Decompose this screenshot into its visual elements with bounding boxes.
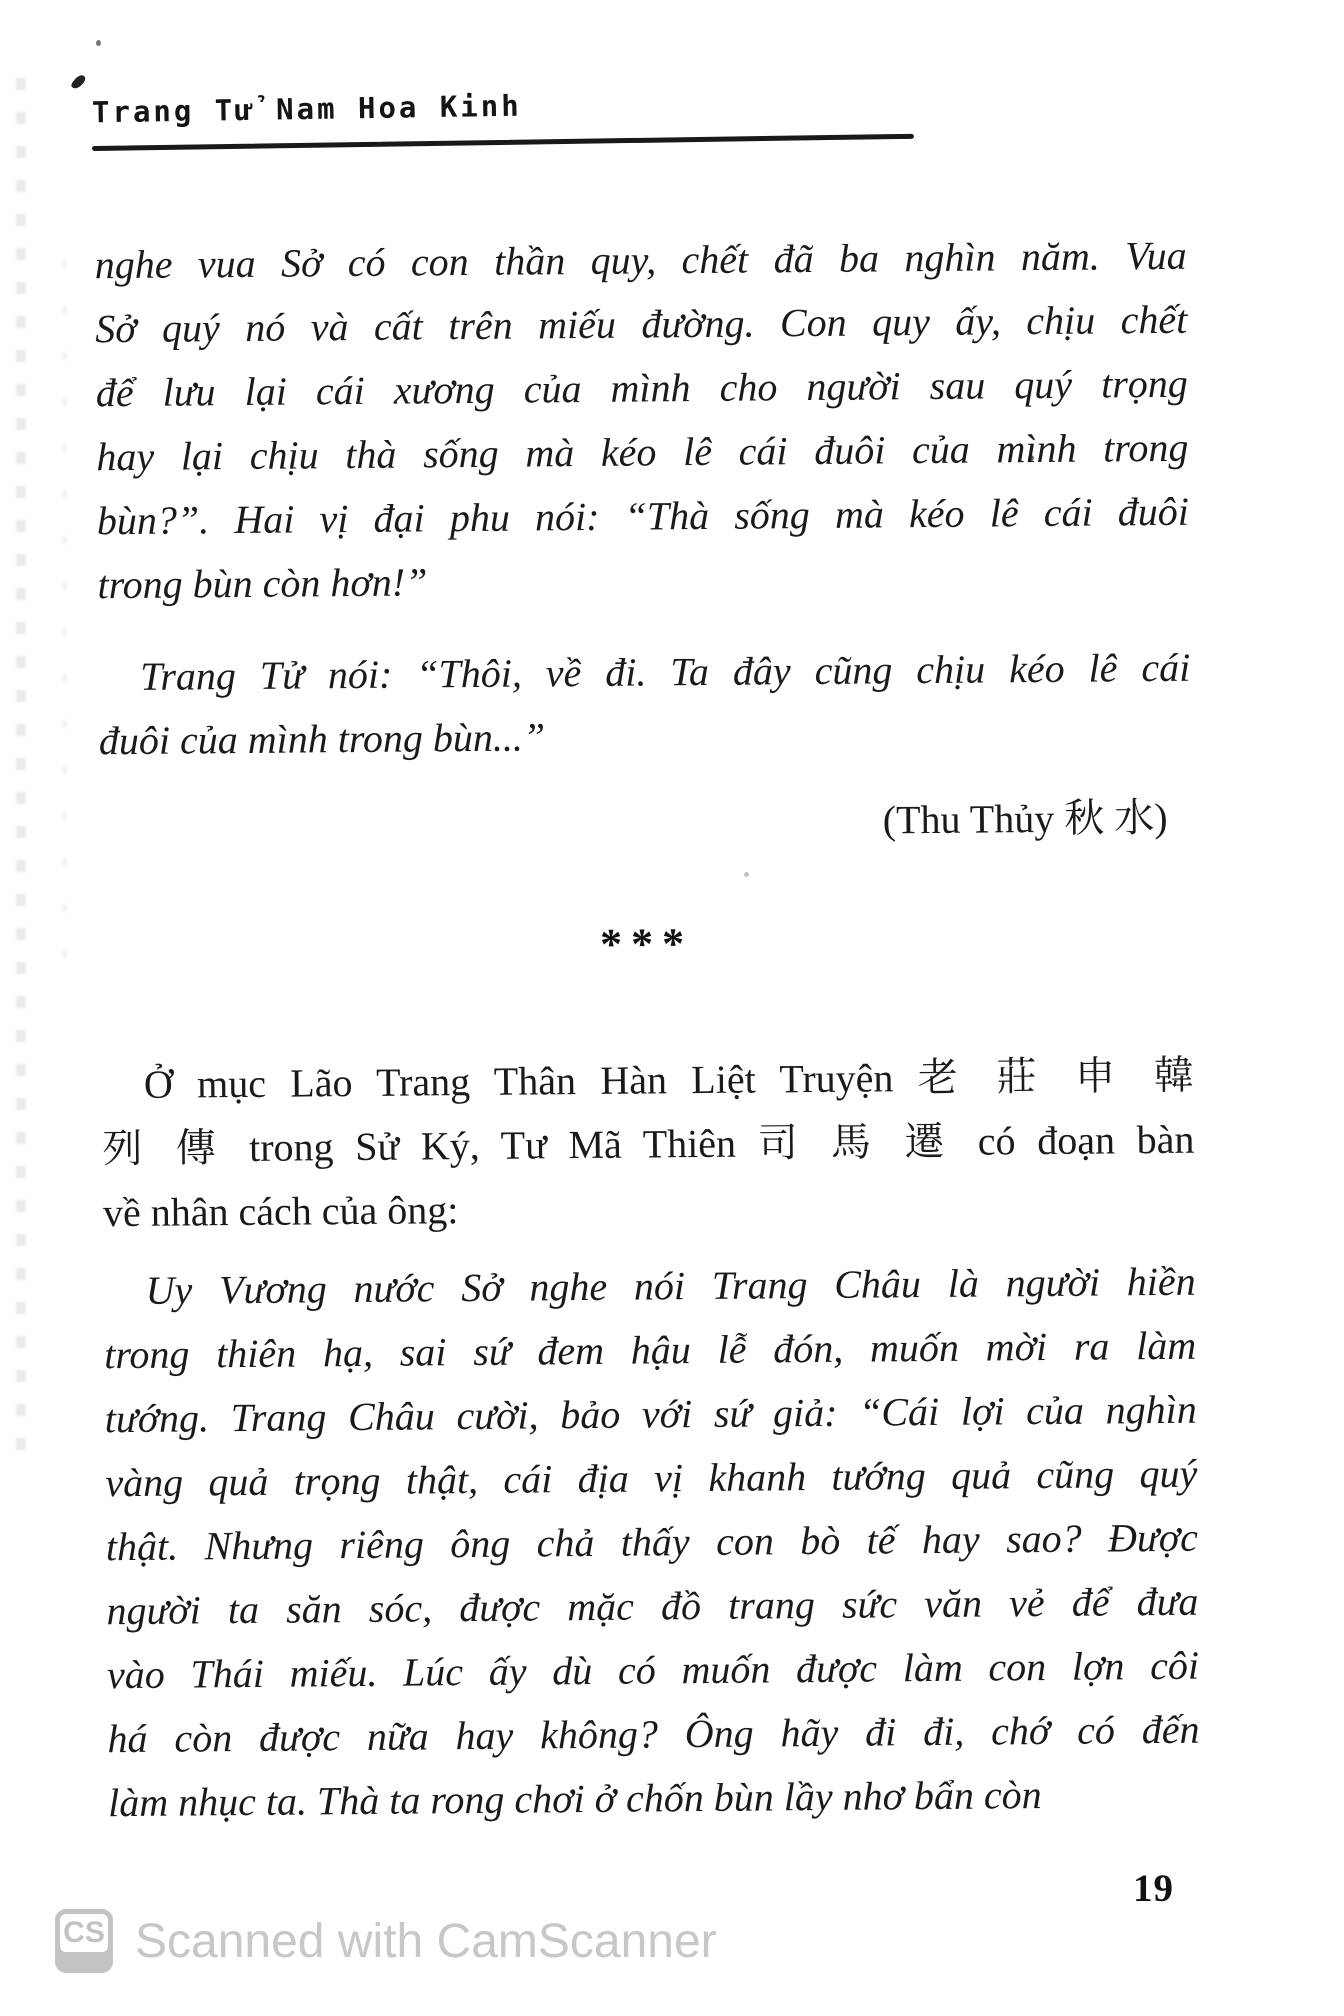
text-line: đuôi của mình trong bùn...” xyxy=(98,714,546,764)
text-line: Uy Vương nước Sở nghe nói Trang Châu là người hiền xyxy=(145,1258,1196,1313)
text-line: thật. Nhưng riêng ông chả thấy con bò tế hay sao? Được xyxy=(105,1514,1199,1570)
scan-artifact-edge-strip xyxy=(16,78,26,1468)
paragraph-shiji-intro xyxy=(102,1044,1196,1246)
header-rule-divider xyxy=(92,134,914,151)
text-line: hay lại chịu thà sống mà kéo lê cái đuôi của mình trong xyxy=(96,424,1189,480)
paragraph-tortoise-story xyxy=(94,224,1189,618)
text-line: vàng quả trọng thật, cái địa vị khanh tướng quả cũng quý xyxy=(105,1450,1198,1506)
camscanner-watermark xyxy=(55,1908,717,1974)
text-line: Trang Tử nói: “Thôi, về đi. Ta đây cũng chịu kéo lê cái xyxy=(140,644,1191,699)
camscanner-watermark-text: Scanned with CamScanner xyxy=(135,1914,717,1968)
text-line: nghe vua Sở có con thần quy, chết đã ba nghìn năm. Vua xyxy=(94,232,1187,288)
scan-artifact-smudge xyxy=(70,73,87,91)
scan-artifact-dot xyxy=(96,40,101,46)
text-line: há còn được nữa hay không? Ông hãy đi đi, chớ có đến xyxy=(107,1706,1200,1762)
camscanner-logo-label: CS xyxy=(63,1916,105,1949)
chapter-attribution: (Thu Thủy 秋 水) xyxy=(882,794,1168,843)
paragraph-king-wei-story xyxy=(103,1250,1200,1836)
camscanner-logo-icon xyxy=(55,1909,113,1973)
paragraph-trang-tu-reply xyxy=(98,636,1191,774)
text-line: tướng. Trang Châu cười, bảo với sứ giả: “Cái lợi của nghìn xyxy=(104,1386,1197,1442)
text-line: để lưu lại cái xương của mình cho người sau quý trọng xyxy=(95,360,1188,416)
text-line: người ta săn sóc, được mặc đồ trang sức văn vẻ để đưa xyxy=(106,1578,1199,1634)
text-line: trong bùn còn hơn!” xyxy=(97,559,428,608)
text-line: trong thiên hạ, sai sứ đem hậu lễ đón, muốn mời ra làm xyxy=(104,1322,1197,1378)
text-line: Ở mục Lão Trang Thân Hàn Liệt Truyện 老 莊 申 韓 xyxy=(143,1052,1195,1107)
page-number: 19 xyxy=(1133,1867,1174,1910)
scan-artifact-edge-strip xyxy=(62,260,67,960)
text-line: bùn?”. Hai vị đại phu nói: “Thà sống mà kéo lê cái đuôi xyxy=(96,488,1190,544)
text-line: về nhân cách của ông: xyxy=(102,1187,459,1236)
text-line: 列 傳 trong Sử Ký, Tư Mã Thiên 司 馬 遷 có đoạn bàn xyxy=(102,1116,1195,1172)
section-separator: *** xyxy=(599,919,694,969)
camscanner-logo-badge xyxy=(60,1914,108,1952)
running-header-title: Trang Tử Nam Hoa Kinh xyxy=(91,88,522,130)
text-line: vào Thái miếu. Lúc ấy dù có muốn được làm con lợn côi xyxy=(106,1642,1200,1698)
text-column xyxy=(94,224,1200,1835)
text-line: làm nhục ta. Thà ta rong chơi ở chốn bùn lầy nhơ bẩn còn xyxy=(107,1772,1042,1826)
text-line: Sở quý nó và cất trên miếu đường. Con quy ấy, chịu chết xyxy=(95,296,1188,352)
